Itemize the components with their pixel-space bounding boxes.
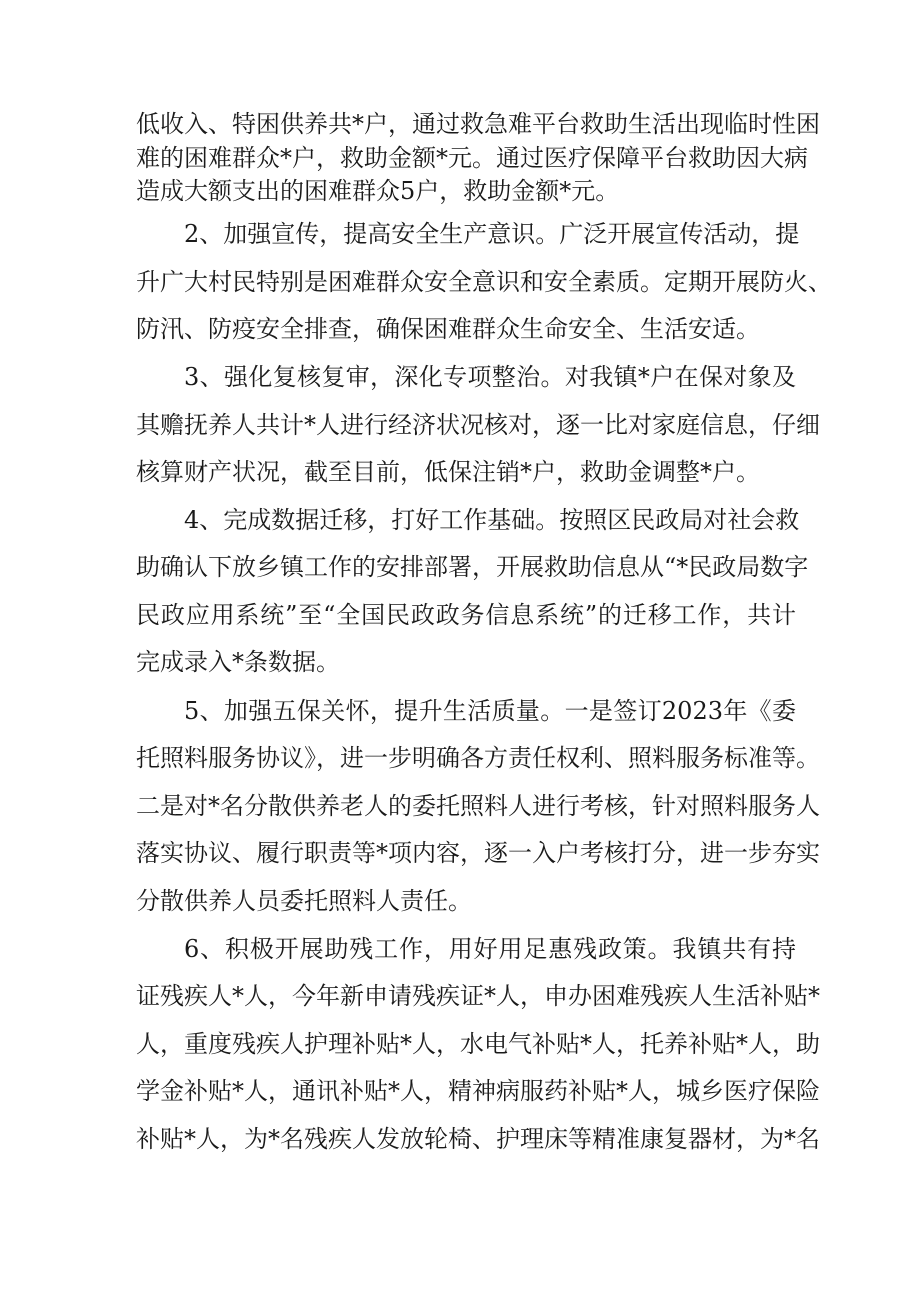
text-line: 民政应用系统”至“全国民政政务信息系统”的迁移工作，共计 [136,601,796,629]
section-4-heading-line: 4、完成数据迁移，打好工作基础。按照区民政局对社会救 [184,506,800,534]
text-line: 升广大村民特别是困难群众安全意识和安全素质。定期开展防火、 [136,268,832,296]
section-3-heading-line: 3、强化复核复审，深化专项整治。对我镇*户在保对象及 [184,363,796,391]
text-line: 助确认下放乡镇工作的安排部署，开展救助信息从“*民政局数字 [136,553,809,581]
text-line: 核算财产状况，截至目前，低保注销*户，救助金调整*户。 [136,458,760,486]
text-line: 低收入、特困供养共*户，通过救急难平台救助生活出现临时性困 [136,110,820,138]
text-line: 难的困难群众*户，救助金额*元。通过医疗保障平台救助因大病 [136,144,808,172]
text-line: 学金补贴*人，通讯补贴*人，精神病服药补贴*人，城乡医疗保险 [136,1077,820,1105]
text-line: 造成大额支出的困难群众5户，救助金额*元。 [136,177,620,205]
text-line: 证残疾人*人，今年新申请残疾证*人，申办困难残疾人生活补贴* [136,982,820,1010]
text-line: 二是对*名分散供养老人的委托照料人进行考核，针对照料服务人 [136,792,820,820]
section-5-heading-line: 5、加强五保关怀，提升生活质量。一是签订2023年《委 [184,697,796,725]
section-2-heading-line: 2、加强宣传，提高安全生产意识。广泛开展宣传活动，提 [184,220,800,248]
text-line: 防汛、防疫安全排查，确保困难群众生命安全、生活安适。 [136,315,760,343]
text-line: 完成录入*条数据。 [136,648,340,676]
text-line: 其赡抚养人共计*人进行经济状况核对，逐一比对家庭信息，仔细 [136,411,820,439]
text-line: 人，重度残疾人护理补贴*人，水电气补贴*人，托养补贴*人，助 [136,1030,820,1058]
text-line: 分散供养人员委托照料人责任。 [136,887,472,915]
text-line: 落实协议、履行职责等*项内容，逐一入户考核打分，进一步夯实 [136,839,820,867]
section-6-heading-line: 6、积极开展助残工作，用好用足惠残政策。我镇共有持 [184,935,796,963]
text-line: 托照料服务协议》，进一步明确各方责任权利、照料服务标准等。 [136,744,820,772]
text-line: 补贴*人，为*名残疾人发放轮椅、护理床等精准康复器材，为*名 [136,1125,820,1153]
